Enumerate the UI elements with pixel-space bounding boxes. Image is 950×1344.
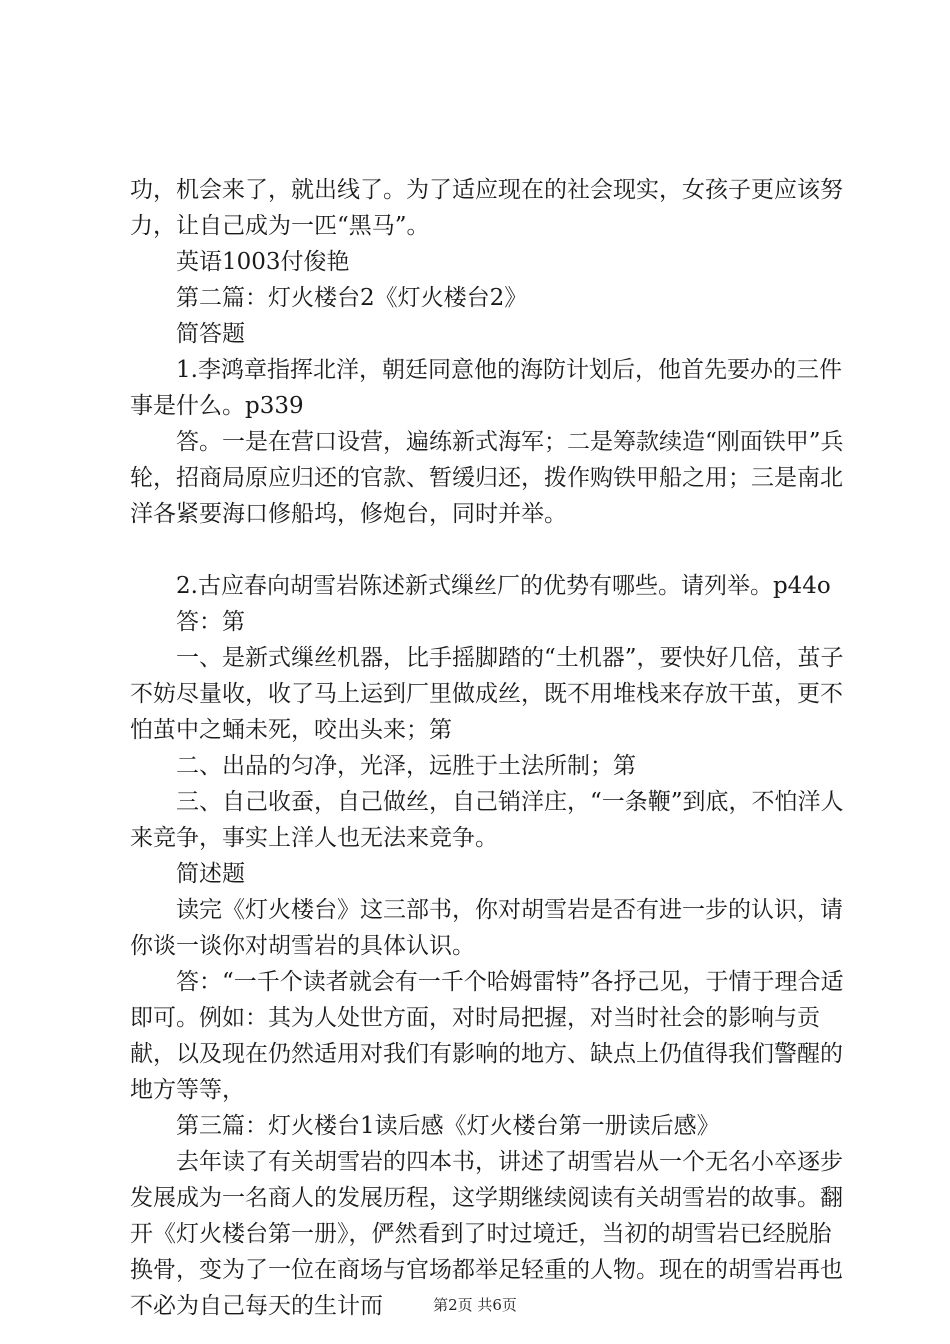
answer-2-point-3: 三、自己收蚕，自己做丝，自己销洋庄，“一条鞭”到底，不怕洋人来竞争，事实上洋人也无法来竞争。: [130, 789, 844, 851]
answer-2-point-2: 二、出品的匀净，光泽，远胜于土法所制；第: [176, 753, 636, 779]
answer-2-intro: 答：第: [176, 609, 245, 635]
answer-2-point-1: 一、是新式缫丝机器，比手摇脚踏的“土机器”，要快好几倍，茧子不妨尽量收，收了马上运到厂里做成丝，既不用堆栈来存放干茧，更不怕茧中之蛹未死，咬出头来；第: [130, 645, 844, 743]
essay-answer: 答：“一千个读者就会有一千个哈姆雷特”各抒己见，于情于理合适即可。例如：其为人处世方面，对时局把握，对当时社会的影响与贡献，以及现在仍然适用对我们有影响的地方、缺点上仍值得我们警醒的地方等等，: [130, 969, 844, 1103]
blank-line: [130, 532, 850, 568]
question-1: 1.李鸿章指挥北洋，朝廷同意他的海防计划后，他首先要办的三件事是什么。p339: [130, 357, 842, 419]
page-number: 第2页 共6页: [433, 1296, 517, 1314]
subheading-essay: 简述题: [176, 861, 245, 887]
document-body: [130, 172, 850, 1324]
section-heading-2: 第二篇：灯火楼台2《灯火楼台2》: [176, 285, 528, 311]
author-line: 英语1003付俊艳: [176, 249, 350, 275]
answer-1: 答。一是在营口设营，遍练新式海军；二是筹款续造“刚面铁甲”兵轮，招商局原应归还的官款、暂缓归还，拨作购铁甲船之用；三是南北洋各紧要海口修船坞，修炮台，同时并举。: [130, 429, 844, 527]
review-paragraph: 去年读了有关胡雪岩的四本书，讲述了胡雪岩从一个无名小卒逐步发展成为一名商人的发展历程，这学期继续阅读有关胡雪岩的故事。翻开《灯火楼台第一册》，俨然看到了时过境迁，当初的胡雪岩已经脱胎换骨，变为了一位在商场与官场都举足轻重的人物。现在的胡雪岩再也不必为自己每天的生计而: [130, 1149, 843, 1319]
essay-question: 读完《灯火楼台》这三部书，你对胡雪岩是否有进一步的认识，请你谈一谈你对胡雪岩的具体认识。: [130, 897, 843, 959]
section-heading-3: 第三篇：灯火楼台1读后感《灯火楼台第一册读后感》: [176, 1113, 720, 1139]
question-2: 2.古应春向胡雪岩陈述新式缫丝厂的优势有哪些。请列举。p44o: [176, 573, 831, 599]
subheading-short-answer: 简答题: [176, 321, 245, 347]
paragraph-continuation: 功，机会来了，就出线了。为了适应现在的社会现实，女孩子更应该努力，让自己成为一匹“黑马”。: [130, 177, 843, 239]
